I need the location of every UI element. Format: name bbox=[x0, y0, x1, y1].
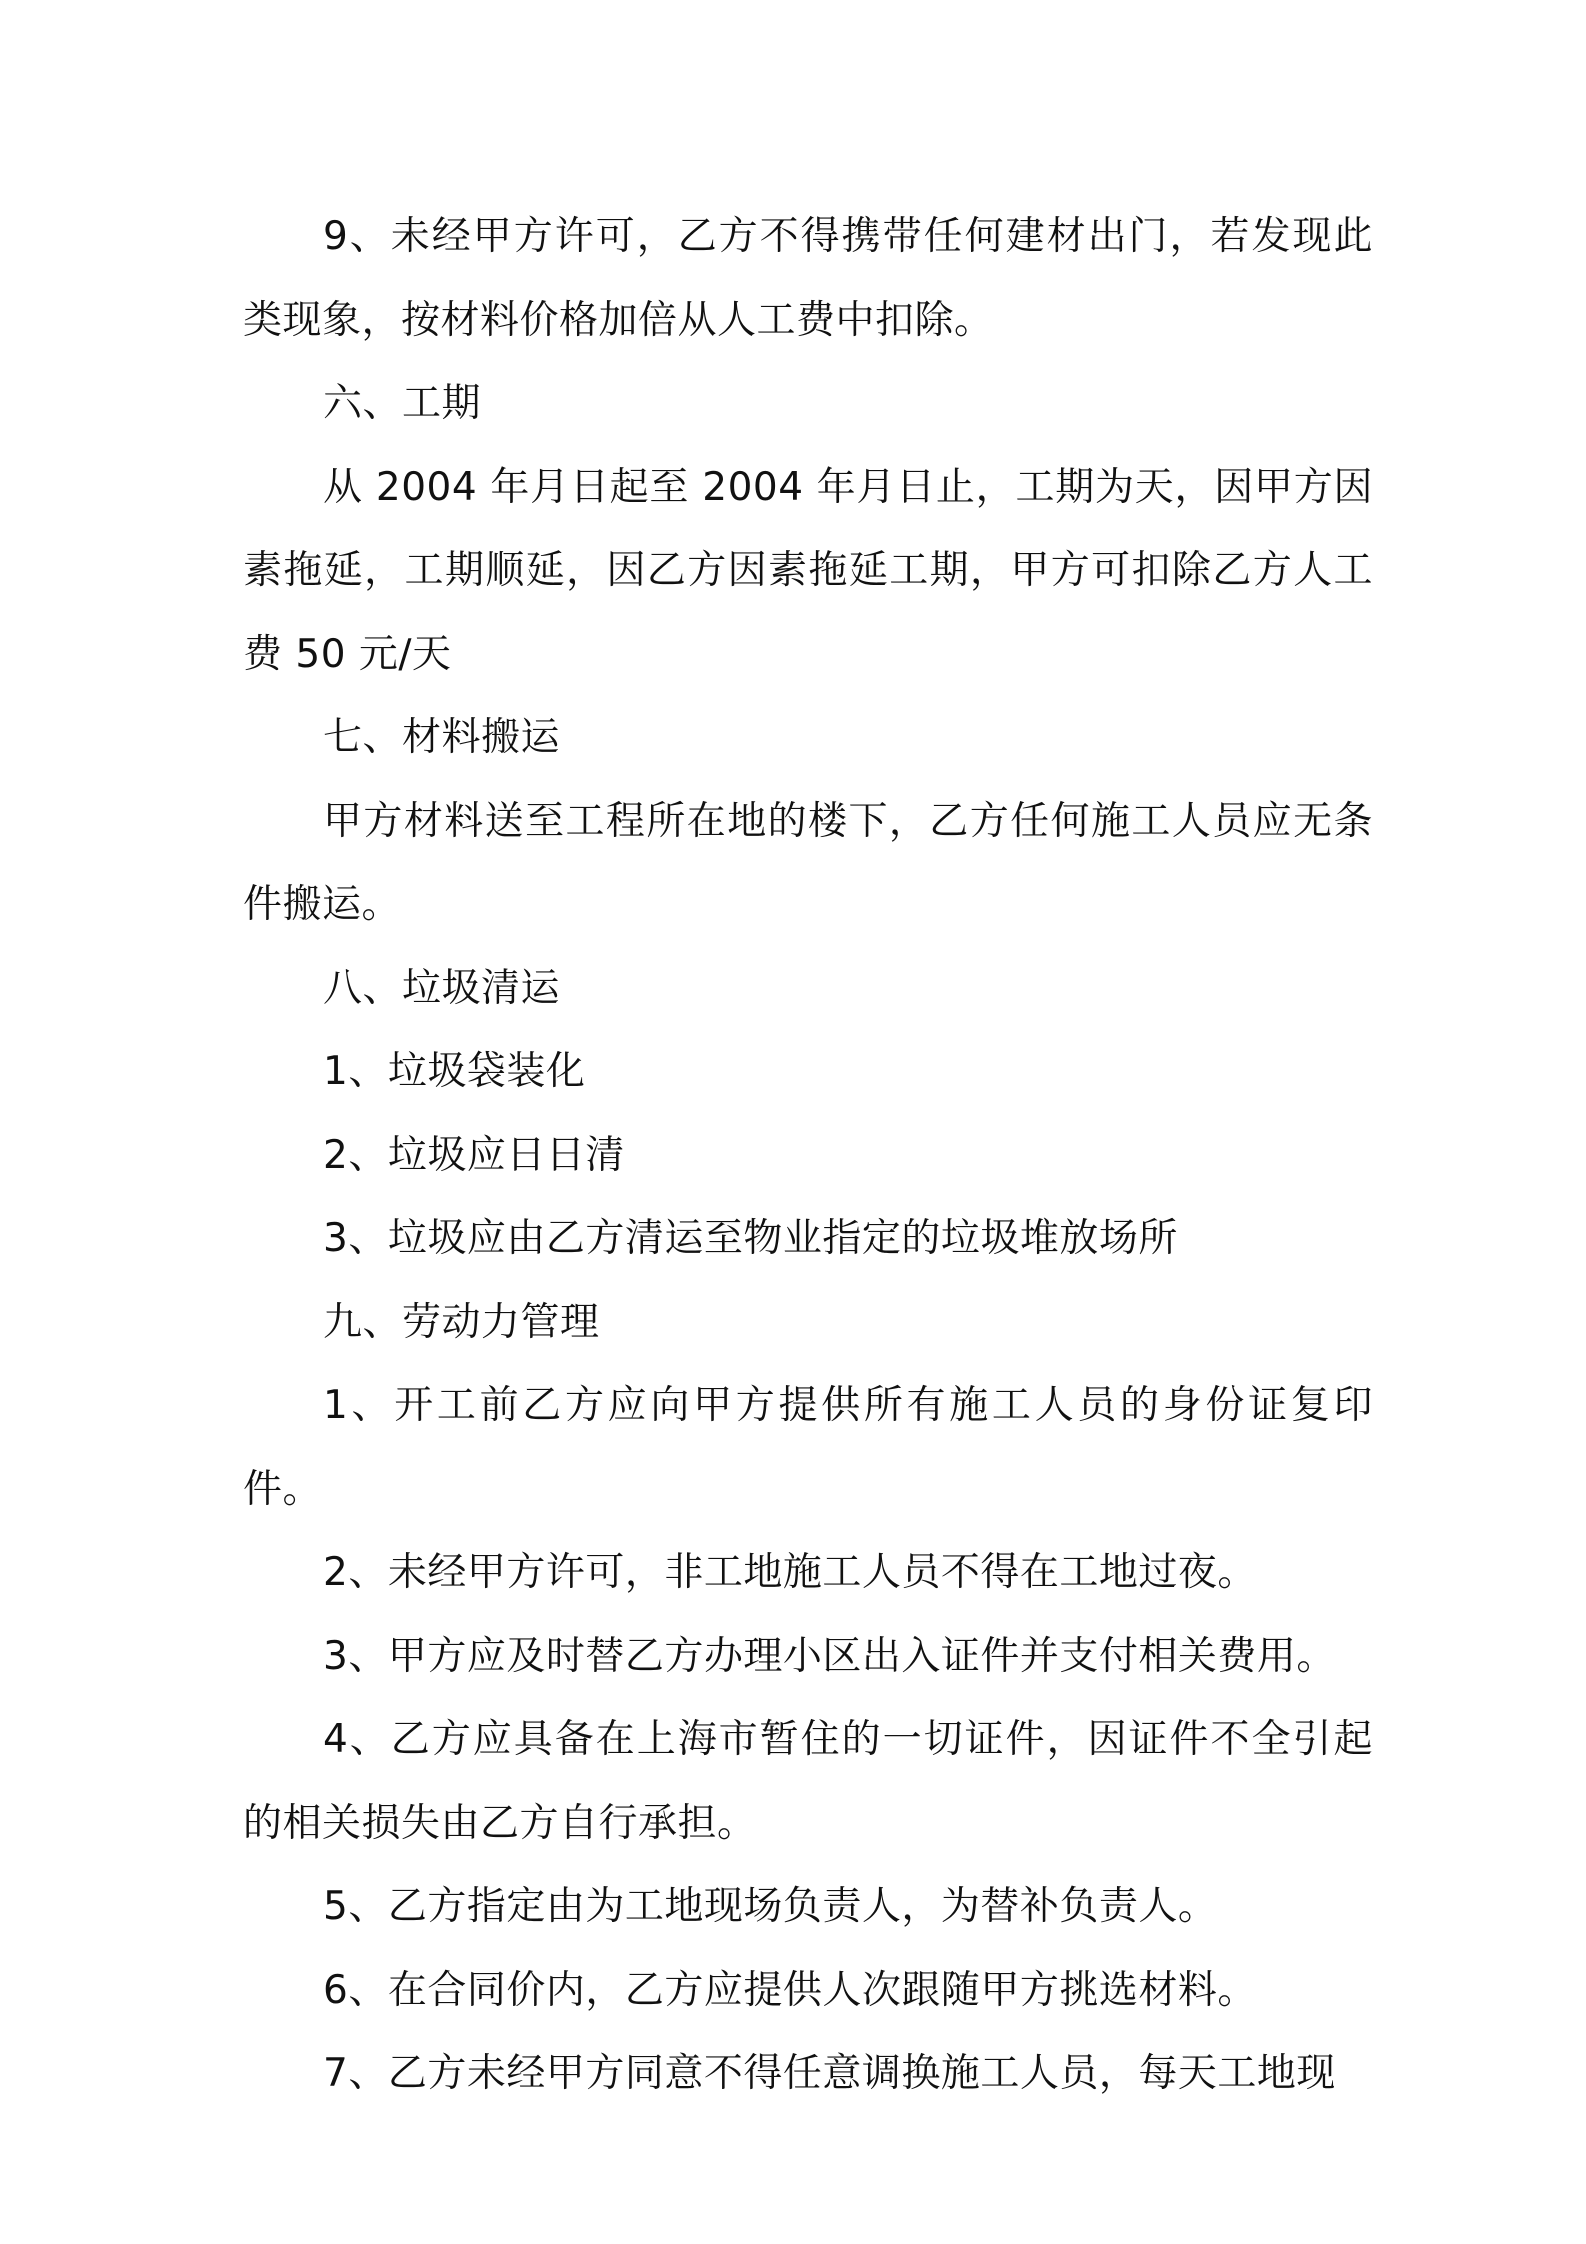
heading-schedule: 六、工期 bbox=[323, 381, 482, 426]
garbage-item-1: 1、垃圾袋装化 bbox=[323, 1049, 586, 1094]
labor-item-1: 1、开工前乙方应向甲方提供所有施工人员的身份证复印件。 bbox=[243, 1383, 1373, 1512]
heading-labor: 九、劳动力管理 bbox=[323, 1299, 600, 1345]
labor-item-4: 4、乙方应具备在上海市暂住的一切证件，因证件不全引起的相关损失由乙方自行承担。 bbox=[243, 1717, 1373, 1846]
heading-material-transport: 七、材料搬运 bbox=[323, 715, 561, 760]
labor-item-3: 3、甲方应及时替乙方办理小区出入证件并支付相关费用。 bbox=[323, 1633, 1336, 1679]
paragraph-schedule: 从 2004 年月日起至 2004 年月日止，工期为天，因甲方因素拖延，工期顺延，因乙方因素拖延工期，甲方可扣除乙方人工费 50 元/天 bbox=[243, 464, 1373, 677]
labor-item-5: 5、乙方指定由为工地现场负责人，为替补负责人。 bbox=[323, 1884, 1218, 1929]
document-body bbox=[243, 195, 1373, 2116]
heading-garbage: 八、垃圾清运 bbox=[323, 965, 561, 1011]
labor-item-2: 2、未经甲方许可，非工地施工人员不得在工地过夜。 bbox=[323, 1550, 1257, 1595]
labor-item-6: 6、在合同价内，乙方应提供人次跟随甲方挑选材料。 bbox=[323, 1967, 1257, 2013]
garbage-item-2: 2、垃圾应日日清 bbox=[323, 1132, 625, 1178]
labor-item-7: 7、乙方未经甲方同意不得任意调换施工人员，每天工地现 bbox=[323, 2051, 1336, 2096]
paragraph-material-transport: 甲方材料送至工程所在地的楼下，乙方任何施工人员应无条件搬运。 bbox=[243, 798, 1373, 927]
paragraph-9-materials: 9、未经甲方许可，乙方不得携带任何建材出门，若发现此类现象，按材料价格加倍从人工费中扣除。 bbox=[243, 214, 1373, 343]
garbage-item-3: 3、垃圾应由乙方清运至物业指定的垃圾堆放场所 bbox=[323, 1216, 1178, 1261]
